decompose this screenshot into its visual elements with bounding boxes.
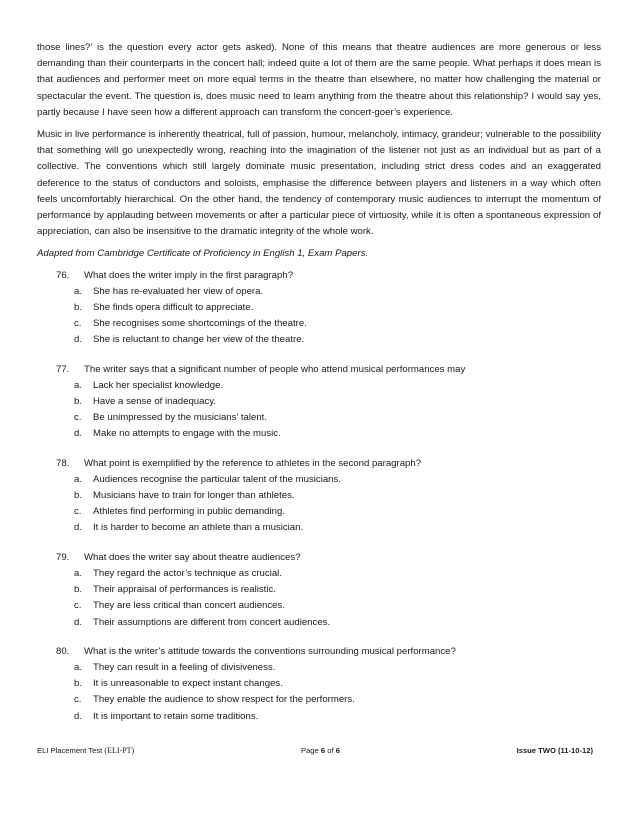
question-number: 78. (56, 457, 70, 469)
option-text: They regard the actor’s technique as crucial. (93, 567, 282, 579)
answer-option (37, 378, 601, 394)
option-letter: a. (74, 285, 83, 297)
option-text: She recognises some shortcomings of the theatre. (93, 318, 307, 330)
option-letter: a. (74, 661, 83, 673)
option-text: It is harder to become an athlete than a musician. (93, 522, 304, 534)
option-text: Audiences recognise the particular talent of the musicians. (93, 473, 341, 485)
option-text: Make no attempts to engage with the music. (93, 428, 281, 440)
question-text: What is the writer’s attitude towards the conventions surrounding musical performance? (84, 645, 456, 657)
footer-page-of: of (327, 746, 334, 755)
option-letter: b. (74, 678, 83, 690)
option-text: Musicians have to train for longer than athletes. (93, 490, 295, 502)
question-number: 76. (56, 269, 70, 281)
question-list (37, 268, 601, 725)
option-letter: d. (74, 710, 83, 722)
option-text: Have a sense of inadequacy. (93, 396, 217, 408)
answer-option (37, 426, 601, 442)
answer-option (37, 410, 601, 426)
question-1 (37, 268, 601, 349)
question-stem (37, 362, 601, 378)
answer-option (37, 316, 601, 332)
question-stem (37, 268, 601, 284)
option-letter: b. (74, 396, 83, 408)
paragraph-1: those lines?’ is the question every actor gets asked). None of this means that theatre audiences are more generous or less demanding than their counterparts in the concert hall; indeed quite a lot of them are the same people. What perhaps it does mean is that audiences and performer meet on more equal terms in the theatre than elsewhere, no matter how challenging the material or spectacular the event. The question is, does music need to learn anything from the theatre about this relationship? I would say yes, partly because I have seen how a different approach can transform the concert-goer’s experience. (37, 42, 601, 118)
question-number: 80. (56, 645, 70, 657)
answer-option (37, 598, 601, 614)
option-letter: a. (74, 379, 83, 391)
document-body (37, 40, 601, 738)
answer-option (37, 520, 601, 536)
answer-option (37, 660, 601, 676)
option-text: She is reluctant to change her view of the theatre. (93, 334, 305, 346)
question-number: 79. (56, 551, 70, 563)
footer-test-name (37, 746, 134, 755)
option-letter: d. (74, 334, 83, 346)
page-footer (37, 746, 593, 760)
question-2 (37, 362, 601, 443)
footer-issue: Issue TWO (11-10-12) (516, 746, 593, 755)
option-letter: a. (74, 473, 83, 485)
footer-test-abbr: (ELI-PT) (104, 746, 135, 755)
footer-page-current: 6 (320, 746, 326, 755)
answer-option (37, 615, 601, 631)
question-3 (37, 456, 601, 537)
footer-test-title: ELI Placement Test (37, 746, 103, 755)
option-letter: d. (74, 428, 83, 440)
source-citation: Adapted from Cambridge Certificate of Proficiency in English 1, Exam Papers. (37, 248, 369, 260)
option-letter: c. (74, 600, 82, 612)
option-text: She finds opera difficult to appreciate. (93, 302, 254, 314)
footer-page-total: 6 (335, 746, 340, 755)
option-letter: c. (74, 694, 82, 706)
option-text: Their appraisal of performances is realistic. (93, 584, 276, 596)
answer-option (37, 692, 601, 708)
option-letter: b. (74, 302, 83, 314)
option-text: They enable the audience to show respect for the performers. (93, 694, 355, 706)
option-text: She has re-evaluated her view of opera. (93, 285, 264, 297)
answer-option (37, 676, 601, 692)
option-text: It is unreasonable to expect instant changes. (93, 678, 283, 690)
answer-option (37, 394, 601, 410)
question-stem (37, 456, 601, 472)
option-text: It is important to retain some traditions. (93, 710, 259, 722)
answer-option (37, 488, 601, 504)
option-letter: c. (74, 412, 82, 424)
option-letter: a. (74, 567, 83, 579)
option-letter: c. (74, 506, 82, 518)
question-text: What does the writer imply in the first paragraph? (84, 269, 294, 281)
question-5 (37, 644, 601, 725)
question-text: What point is exemplified by the reference to athletes in the second paragraph? (84, 457, 422, 469)
answer-option (37, 566, 601, 582)
option-letter: b. (74, 490, 83, 502)
answer-option (37, 709, 601, 725)
answer-option (37, 332, 601, 348)
option-text: They can result in a feeling of divisiveness. (93, 661, 276, 673)
option-letter: b. (74, 584, 83, 596)
answer-option (37, 300, 601, 316)
answer-option (37, 472, 601, 488)
question-number: 77. (56, 363, 70, 375)
footer-page-number (301, 746, 340, 755)
question-text: What does the writer say about theatre audiences? (84, 551, 301, 563)
question-text: The writer says that a significant number of people who attend musical performances may (84, 363, 466, 375)
option-letter: c. (74, 318, 82, 330)
answer-option (37, 504, 601, 520)
option-letter: d. (74, 522, 83, 534)
question-stem (37, 550, 601, 566)
question-stem (37, 644, 601, 660)
paragraph-2: Music in live performance is inherently theatrical, full of passion, humour, melancholy, intimacy, grandeur; vulnerable to the possibility that something will go unexpectedly wrong, reaching into the imagination of the listener not just as an individual but as part of a collective. The conventions which still largely dominate music presentation, including strict dress codes and an exaggerated deference to the status of conductors and soloists, emphasise the difference between players and listeners in a way which often feels uncomfortably hierarchical. On the other hand, the tendency of contemporary music audiences to interrupt the momentum of performance by applauding between movements or after a particular piece of virtuosity, while it is often a spontaneous expression of appreciation, can also be insensitive to the dramatic integrity of the whole work. (37, 129, 601, 238)
answer-option (37, 582, 601, 598)
question-4 (37, 550, 601, 631)
option-letter: d. (74, 616, 83, 628)
footer-page-prefix: Page (301, 746, 319, 755)
option-text: Be unimpressed by the musicians’ talent. (93, 412, 268, 424)
option-text: Lack her specialist knowledge. (93, 379, 224, 391)
answer-option (37, 284, 601, 300)
option-text: They are less critical than concert audiences. (93, 600, 285, 612)
option-text: Their assumptions are different from concert audiences. (93, 616, 331, 628)
option-text: Athletes find performing in public demanding. (93, 506, 285, 518)
